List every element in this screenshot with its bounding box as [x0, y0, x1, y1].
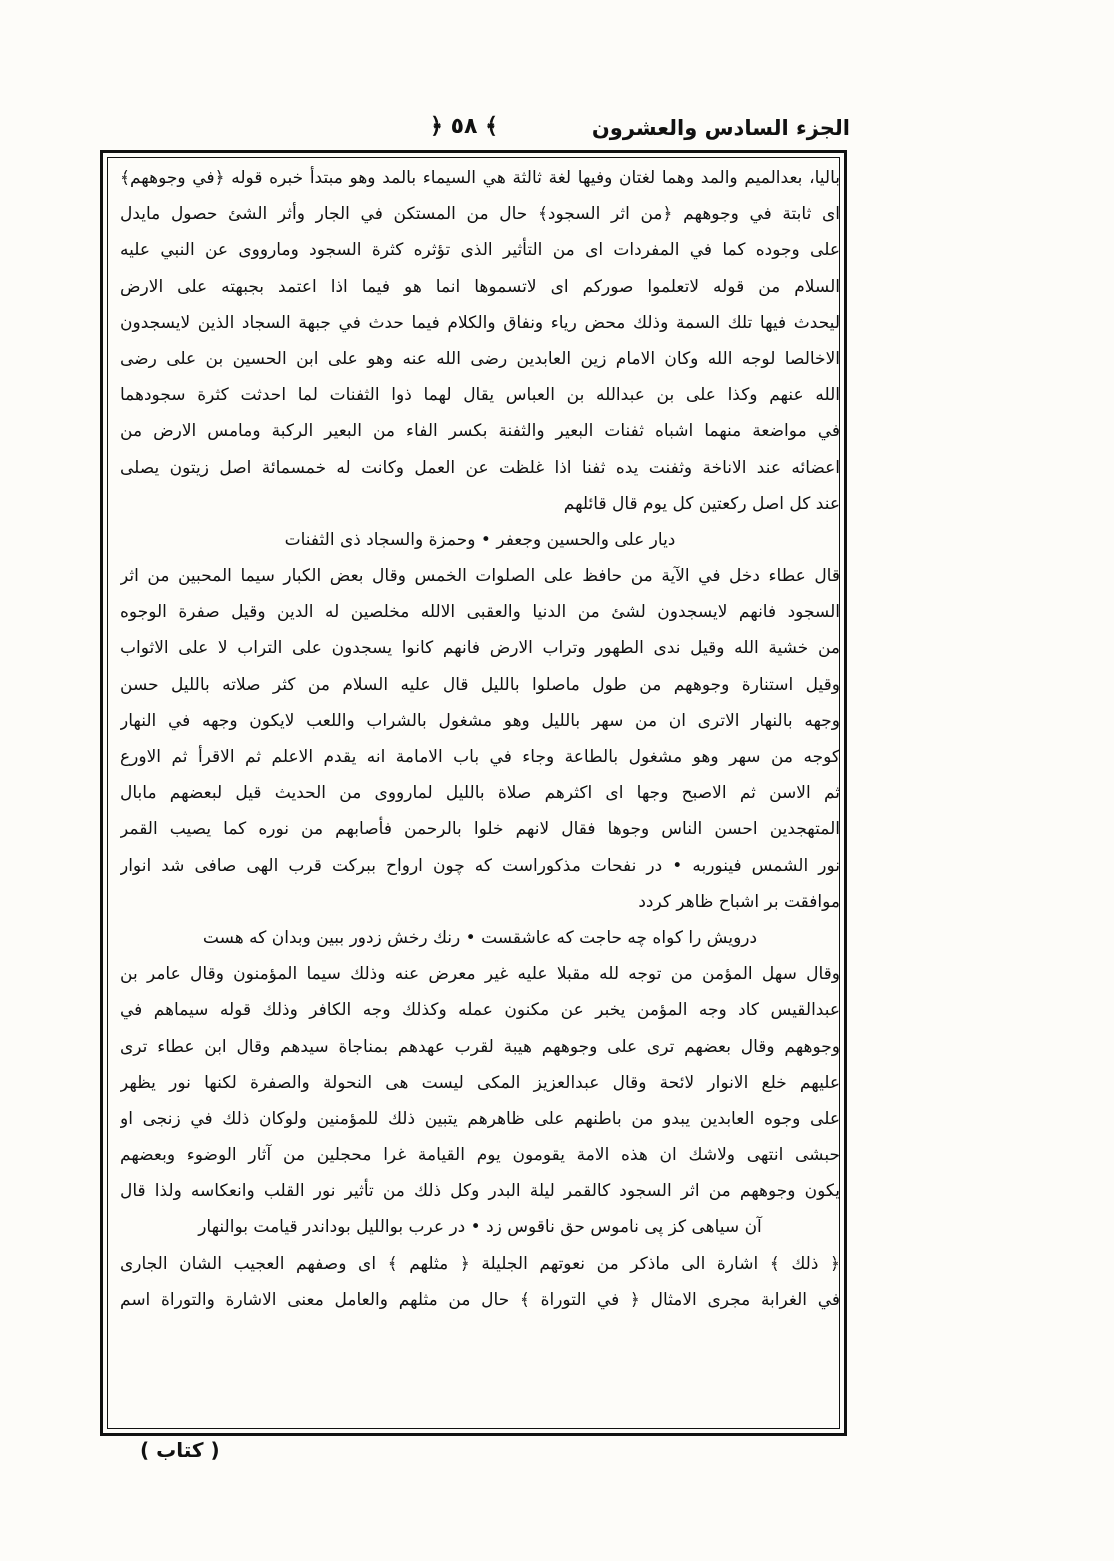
text-line: وجهه بالنهار الاترى ان من سهر بالليل وهو مشغول بالشراب واللعب لايكون وجهه في النهار [120, 710, 840, 731]
text-line: ليحدث فيها تلك السمة وذلك محض رياء ونفاق والكلام فيما حدث في جبهة السجاد الذين لايسجدون [120, 312, 840, 333]
text-line: قال عطاء دخل في الآية من حافظ على الصلوات الخمس وقال بعض الكبار سيما المحبين من اثر [120, 566, 840, 587]
text-line: اى ثابتة في وجوههم ﴿من اثر السجود﴾ حال من المستكن في الجار وأثر الشئ حصول مايدل [120, 204, 840, 225]
text-line: ثم الاسن ثم الاصبح وجها اى اكثرهم صلاة بالليل لمارووى من الحديث قيل لبعضهم مابال [120, 783, 840, 804]
text-line: وقيل استنارة وجوههم من طول ماصلوا بالليل قال عليه السلام من كثر صلاته بالليل حسن [120, 674, 840, 695]
text-line: في الغرابة مجرى الامثال ﴿ في التوراة ﴾ حال من مثلهم والعامل معنى الاشارة والتوراة اسم [120, 1289, 840, 1310]
text-line: عند كل اصل ركعتين كل يوم قال قائلهم [563, 493, 840, 514]
page-number: ﴾ ٥٨ ﴿ [430, 114, 498, 139]
text-line: ﴿ ذلك ﴾ اشارة الى ماذكر من نعوتهم الجليلة ﴿ مثلهم ﴾ اى وصفهم العجيب الشان الجارى [120, 1253, 840, 1274]
text-line: السجود فانهم لايسجدون لشئ من الدنيا والعقبى الالله مخلصين له الدين وقيل صفرة الوجوه [120, 602, 840, 623]
main-text [120, 160, 840, 1318]
text-line: الله عنهم وكذا على بن عبدالله بن العباس يقال لهما ذوا الثفنات لما احدثت كثرة سجودهما [120, 385, 840, 406]
text-line: السلام من قوله لاتعلموا صوركم اى لاتسموها انما هو فيما اذا اعتمد بجبهته على الارض [120, 276, 840, 297]
running-title: الجزء السادس والعشرون [591, 116, 850, 140]
page-header [100, 112, 850, 152]
text-line: اعضائه عند الاناخة وثفنت يده ثفنا اذا غلظت عن العمل وكانت له خمسمائة اصل زيتون يصلى [120, 457, 840, 478]
text-line: الاخالصا لوجه الله وكان الامام زين العابدين رضى الله عنه وهو على ابن الحسين بن على رضى [120, 348, 840, 369]
verse-line: ديار على والحسين وجعفر • وحمزة والسجاد ذى الثفنات [284, 529, 676, 550]
text-line: يكون وجوههم من اثر السجود كالقمر ليلة البدر وكل ذلك من تأثير نور القلب وانعكاسه ولذا قال [120, 1181, 840, 1202]
verse-line: آن سياهى كز پى ناموس حق ناقوس زد • در عرب بوالليل بوداندر قيامت بوالنهار [198, 1217, 762, 1238]
text-line: في مواضعة منهما اشباه ثفنات البعير والثفنة بكسر الفاء من البعير الركبة ومامس الارض من [120, 421, 840, 442]
verse-line: درويش را كواه چه حاجت كه عاشقست • رنك رخش زدور ببين وبدان كه هست [202, 927, 758, 948]
text-line: عبدالقيس كاد وجه المؤمن يخبر عن مكنون عمله وكذلك وجه الكافر وذلك قوله سيماهم في [120, 1000, 840, 1021]
text-line: على وجوده كما في المفردات اى من التأثير الذى تؤثره كثرة السجود ومارووى عن النبي عليه [120, 240, 840, 261]
text-line: وجوههم وقال بعضهم ترى على وجوههم هيبة لقرب عهدهم بمناجاة سيدهم وقال ابن عطاء ترى [120, 1036, 840, 1057]
text-line: عليهم خلع الانوار لائحة وقال عبدالعزيز المكى ليست هى النحولة والصفرة لكنها نور يظهر [120, 1072, 840, 1093]
text-line: حبشى انتهى ولاشك ان هذه الامة يقومون يوم القيامة غرا محجلين من آثار الوضوء وبعضهم [120, 1145, 840, 1166]
text-line: من خشية الله وقيل ندى الطهور وتراب الارض فانهم كانوا يسجدون على التراب لا على الاثواب [120, 638, 840, 659]
text-line: باليا، بعدالميم والمد وهما لغتان وفيها لغة ثالثة هي السيماء بالمد وهو مبتدأ خبره قوله ﴿في وجوههم﴾ [120, 168, 840, 188]
text-line: على وجوه العابدين يبدو من باطنهم على ظاهرهم يتبين ذلك للمؤمنين ولوكان ذلك في زنجى او [120, 1108, 840, 1129]
text-line: وقال سهل المؤمن من توجه لله مقبلا عليه غير معرض عنه وذلك سيما المؤمنون وقال عامر بن [120, 964, 840, 985]
text-line: نور الشمس فينوربه • در نفحات مذكوراست كه چون ارواح ببركت قرب الهى صافى شد انوار [120, 855, 840, 876]
text-line: المتهجدين احسن الناس وجوها فقال لانهم خلوا بالرحمن فأصابهم من نوره كما يصيب القمر [120, 819, 840, 840]
text-line: كوجه من سهر وهو مشغول بالطاعة وجاء في باب الامامة انه يقدم الاعلم ثم الاقرأ ثم الاورع [120, 747, 840, 767]
catchword: ( كتاب ) [140, 1438, 220, 1462]
text-line: موافقت بر اشباح ظاهر كردد [638, 891, 840, 912]
